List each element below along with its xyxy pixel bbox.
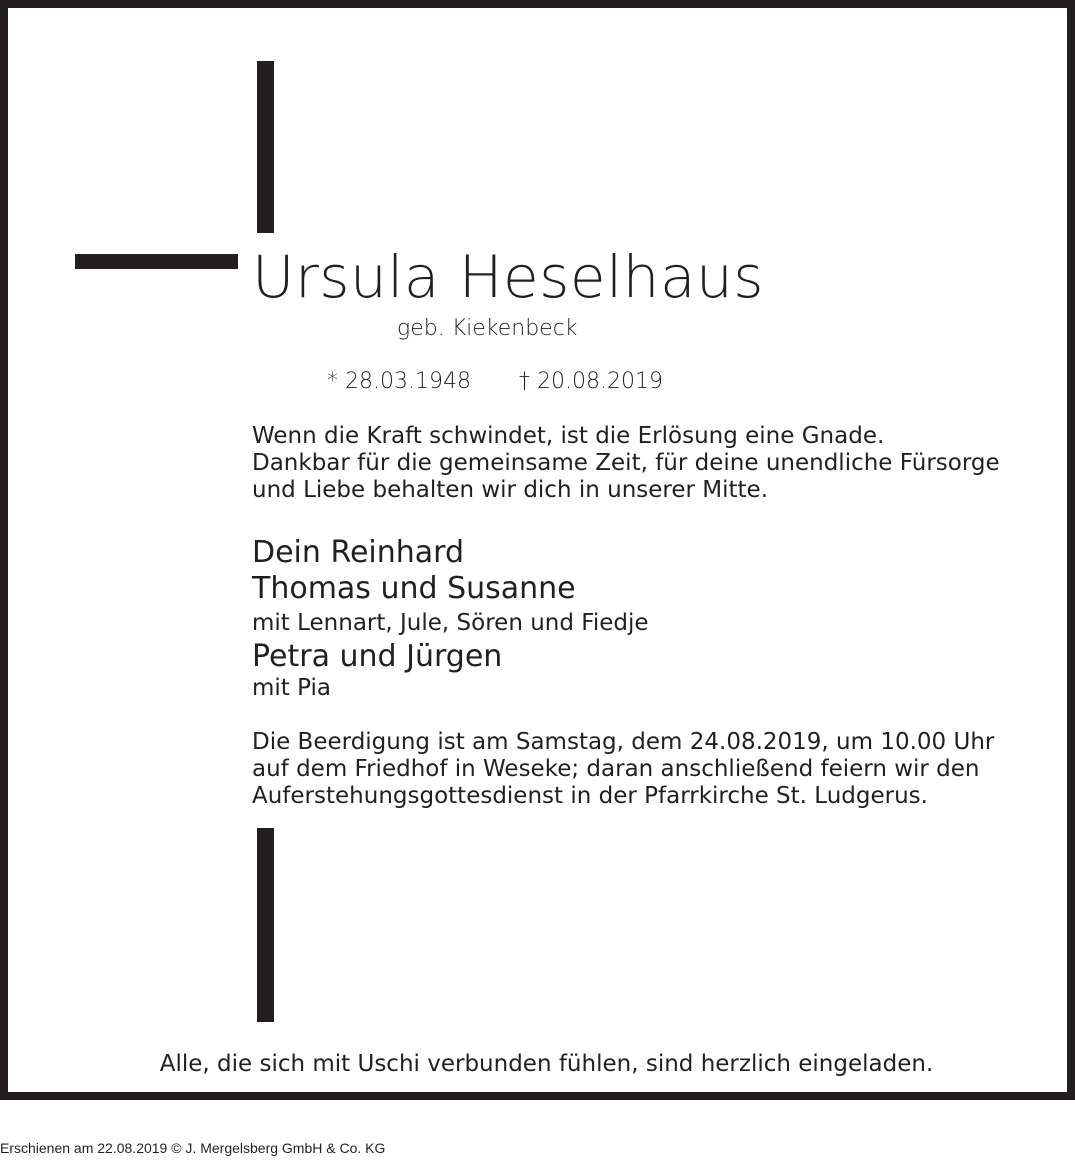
cross-vertical-bottom-bar (257, 828, 274, 1022)
invitation-text: Alle, die sich mit Uschi verbunden fühlen, sind herzlich eingeladen. (159, 1051, 934, 1077)
cross-vertical-top-bar (257, 61, 274, 233)
funeral-line: Die Beerdigung ist am Samstag, dem 24.08.2019, um 10.00 Uhr (252, 729, 995, 755)
funeral-line: auf dem Friedhof in Weseke; daran anschließend feiern wir den (252, 756, 980, 782)
mourner-line: Petra und Jürgen (252, 639, 503, 674)
quote-line: Dankbar für die gemeinsame Zeit, für deine unendliche Fürsorge (252, 450, 1000, 476)
cross-horizontal-bar (75, 254, 238, 269)
publication-footer: Erschienen am 22.08.2019 © J. Mergelsberg GmbH & Co. KG (0, 1140, 386, 1156)
birth-date: * 28.03.1948 (327, 369, 471, 394)
mourner-line: Dein Reinhard (252, 535, 464, 570)
funeral-info (252, 729, 994, 810)
deceased-name: Ursula Heselhaus (252, 243, 764, 311)
funeral-line: Auferstehungsgottesdienst in der Pfarrkirche St. Ludgerus. (252, 783, 928, 809)
mourner-line: mit Lennart, Jule, Sören und Fiedje (252, 610, 649, 636)
quote-line: Wenn die Kraft schwindet, ist die Erlösung eine Gnade. (252, 423, 885, 449)
quote-text (252, 423, 1000, 504)
quote-line: und Liebe behalten wir dich in unserer Mitte. (252, 477, 769, 503)
death-date: † 20.08.2019 (519, 369, 663, 394)
mourners-list (252, 535, 649, 701)
maiden-name: geb. Kiekenbeck (397, 316, 578, 341)
mourner-line: Thomas und Susanne (252, 571, 576, 606)
mourner-line: mit Pia (252, 675, 331, 701)
